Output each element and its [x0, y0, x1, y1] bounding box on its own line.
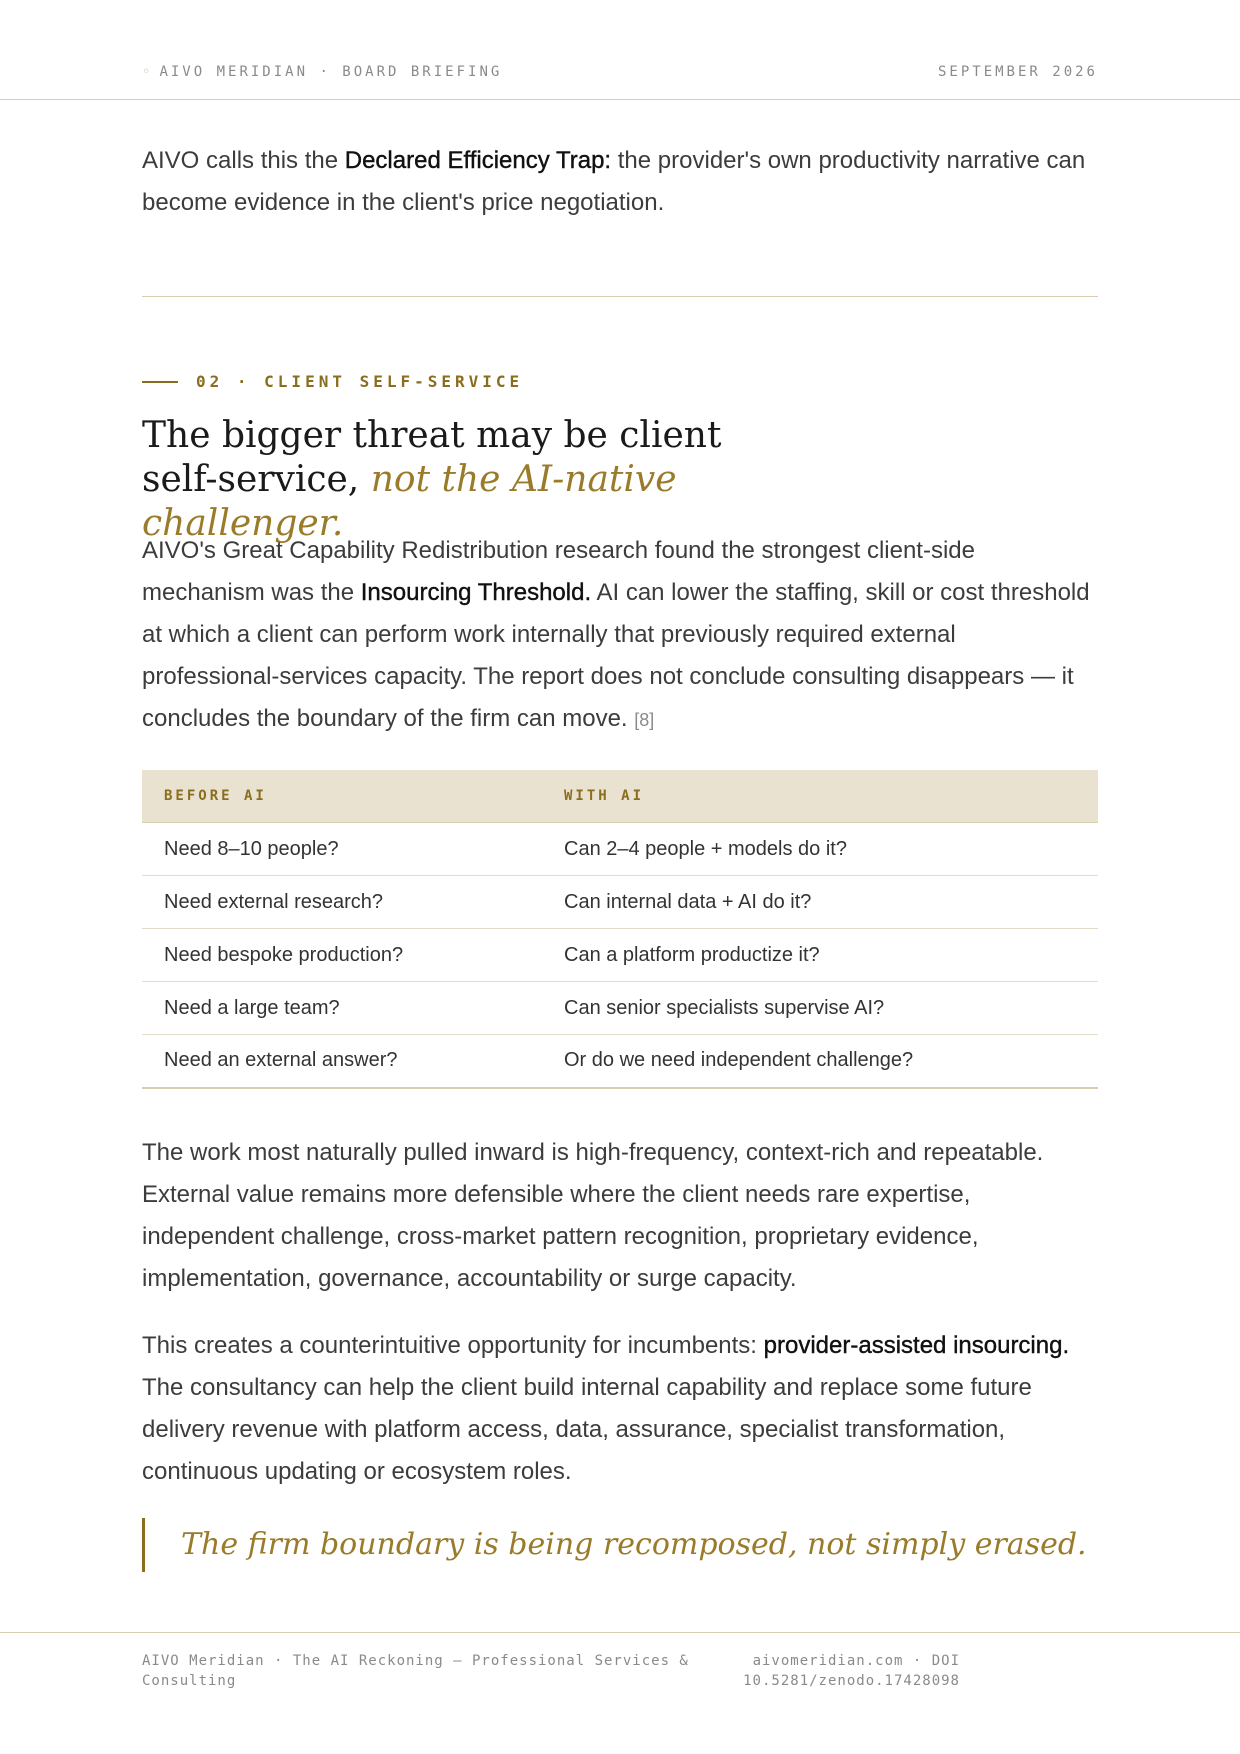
body-paragraph-2	[142, 1132, 1098, 1300]
intro-term: Declared Efficiency Trap:	[344, 147, 612, 174]
table-row	[142, 876, 1098, 929]
citation-ref[interactable]: [8]	[634, 710, 655, 730]
header-brand	[142, 64, 502, 80]
intro-text-pre: AIVO calls this the	[142, 147, 345, 174]
cell-with: Can senior specialists supervise AI?	[542, 982, 1098, 1035]
cell-with: Can internal data + AI do it?	[542, 876, 1098, 929]
column-header-with: WITH AI	[542, 770, 1098, 823]
table-row	[142, 929, 1098, 982]
table-row	[142, 1035, 1098, 1088]
cell-before: Need 8–10 people?	[142, 823, 542, 876]
section-divider	[142, 296, 1098, 297]
intro-section	[142, 140, 1098, 224]
title-main: The bigger threat may be client self-service,	[142, 415, 722, 500]
intro-text-post: the provider's own productivity narrative can become evidence in the client's price negotiation.	[142, 147, 1086, 216]
intro-paragraph	[142, 140, 1098, 224]
table-row	[142, 982, 1098, 1035]
dot-icon: ◦	[142, 64, 154, 80]
cell-with: Can 2–4 people + models do it?	[542, 823, 1098, 876]
footer-doi-link[interactable]: aivomeridian.com · DOI 10.5281/zenodo.17428098	[743, 1653, 960, 1689]
eyebrow-label: 02 · CLIENT SELF-SERVICE	[196, 372, 524, 391]
paragraph-2: The work most naturally pulled inward is high-frequency, context-rich and repeatable. External value remains more defensible where the client needs rare expertise, independent challenge, cross-market pattern recognition, proprietary evidence, implementation, governance, accountability or surge capacity.	[142, 1139, 1044, 1292]
paragraph-3	[142, 1325, 1098, 1493]
cell-before: Need a large team?	[142, 982, 542, 1035]
header-brand-text: AIVO MERIDIAN · BOARD BRIEFING	[159, 64, 503, 80]
para3-pre: This creates a counterintuitive opportunity for incumbents:	[142, 1332, 764, 1359]
section-eyebrow	[142, 372, 523, 391]
para1-term: Insourcing Threshold.	[360, 579, 592, 606]
paragraph-1	[142, 530, 1098, 741]
body-paragraph-3	[142, 1325, 1098, 1493]
cell-before: Need bespoke production?	[142, 929, 542, 982]
pull-quote: The firm boundary is being recomposed, not simply erased.	[142, 1518, 1098, 1572]
footer-publication: AIVO Meridian · The AI Reckoning — Professional Services & Consulting	[142, 1653, 689, 1689]
column-header-before: BEFORE AI	[142, 770, 542, 823]
para3-post: The consultancy can help the client build internal capability and replace some future delivery revenue with platform access, data, assurance, specialist transformation, continuous updating or ecosystem roles.	[142, 1374, 1032, 1485]
title-accent: not the AI-native challenger.	[142, 459, 677, 544]
header-date: SEPTEMBER 2026	[937, 64, 1098, 80]
cell-before: Need an external answer?	[142, 1035, 542, 1088]
page-header	[0, 0, 1240, 100]
cell-before: Need external research?	[142, 876, 542, 929]
cell-with: Or do we need independent challenge?	[542, 1035, 1098, 1088]
para1-pre: AIVO's Great Capability Redistribution research found the strongest client-side mechanism was the	[142, 537, 975, 606]
eyebrow-line	[142, 381, 178, 383]
body-paragraph-1	[142, 530, 1098, 741]
table-row	[142, 823, 1098, 876]
cell-with: Can a platform productize it?	[542, 929, 1098, 982]
section-title	[142, 414, 782, 546]
para1-post: AI can lower the staffing, skill or cost threshold at which a client can perform work internally that previously required external professional-services capacity. The report does not conclude consulting disappears — it concludes the boundary of the firm can move.	[142, 579, 1090, 732]
comparison-table	[142, 770, 1098, 1089]
page-footer	[0, 1632, 1240, 1754]
table-header-row	[142, 770, 1098, 823]
para3-term: provider-assisted insourcing.	[763, 1332, 1070, 1359]
